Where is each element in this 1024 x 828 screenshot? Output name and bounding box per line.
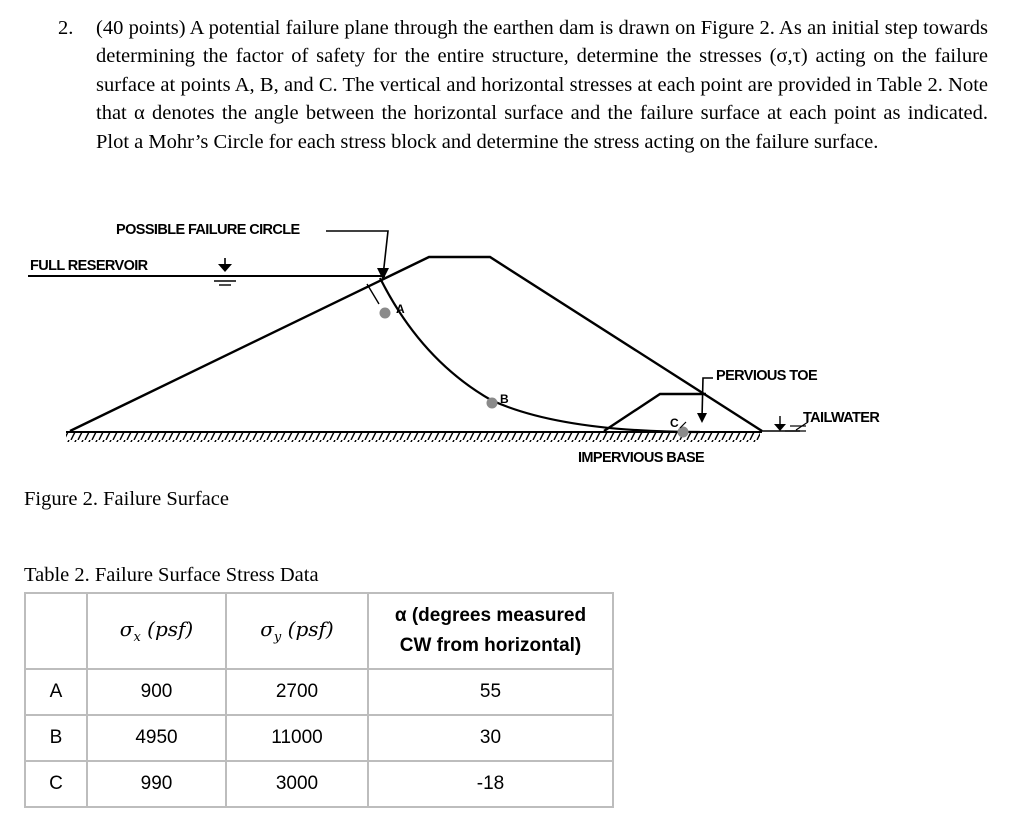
row-sigma-y: 3000 [226, 761, 368, 807]
row-point: B [25, 715, 87, 761]
table-row [25, 761, 613, 807]
dam-figure [0, 210, 1024, 480]
point-a-marker [380, 308, 391, 319]
problem-text: (40 points) A potential failure plane through the earthen dam is drawn on Figure 2. As an initial step towards determining the factor of safety for the entire structure, determine the stresses (σ,τ) acting on the failure surface at points A, B, and C. The vertical and horizontal stresses at each point are provided in Table 2. Note that α denotes the angle between the horizontal surface and the failure surface at each point as indicated. Plot a Mohr’s Circle for each stress block and determine the stress acting on the failure surface. [96, 17, 988, 153]
row-sigma-y: 2700 [226, 669, 368, 715]
possible-failure-circle-label: POSSIBLE FAILURE CIRCLE [116, 222, 300, 238]
point-b-label: B [500, 392, 509, 406]
tailwater-symbol [774, 424, 786, 431]
row-sigma-x: 4950 [87, 715, 226, 761]
row-sigma-x: 990 [87, 761, 226, 807]
problem-statement [58, 14, 988, 156]
full-reservoir-label: FULL RESERVOIR [30, 258, 148, 274]
header-sigma-x: $\sigma_x$ (psf) [87, 593, 226, 669]
tailwater-label: TAILWATER [803, 410, 880, 426]
table-row [25, 669, 613, 715]
figure-caption: Figure 2. Failure Surface [24, 488, 229, 510]
table-header-row [25, 593, 613, 669]
point-c-label: C [670, 416, 679, 430]
header-point [25, 593, 87, 669]
reservoir-water-symbol [218, 264, 232, 272]
impervious-base-label: IMPERVIOUS BASE [578, 450, 705, 466]
table-row [25, 715, 613, 761]
row-alpha: 30 [368, 715, 613, 761]
pervious-toe-outline [604, 394, 706, 431]
pervious-toe-label: PERVIOUS TOE [716, 368, 818, 384]
table-caption: Table 2. Failure Surface Stress Data [24, 564, 319, 586]
row-point: A [25, 669, 87, 715]
header-sigma-y: $\sigma_y$ (psf) [226, 593, 368, 669]
row-alpha: 55 [368, 669, 613, 715]
row-alpha: -18 [368, 761, 613, 807]
ground-hatching [66, 432, 760, 442]
dam-cross-section [0, 210, 1024, 480]
row-point: C [25, 761, 87, 807]
point-c-marker [678, 427, 689, 438]
row-sigma-x: 900 [87, 669, 226, 715]
dam-outline [70, 257, 762, 431]
header-alpha: α (degrees measured CW from horizontal) [368, 593, 613, 669]
point-b-marker [487, 398, 498, 409]
stress-data-table [24, 592, 614, 808]
point-a-label: A [396, 302, 405, 316]
problem-number: 2. [58, 17, 74, 39]
failure-circle-arc [380, 278, 700, 432]
row-sigma-y: 11000 [226, 715, 368, 761]
